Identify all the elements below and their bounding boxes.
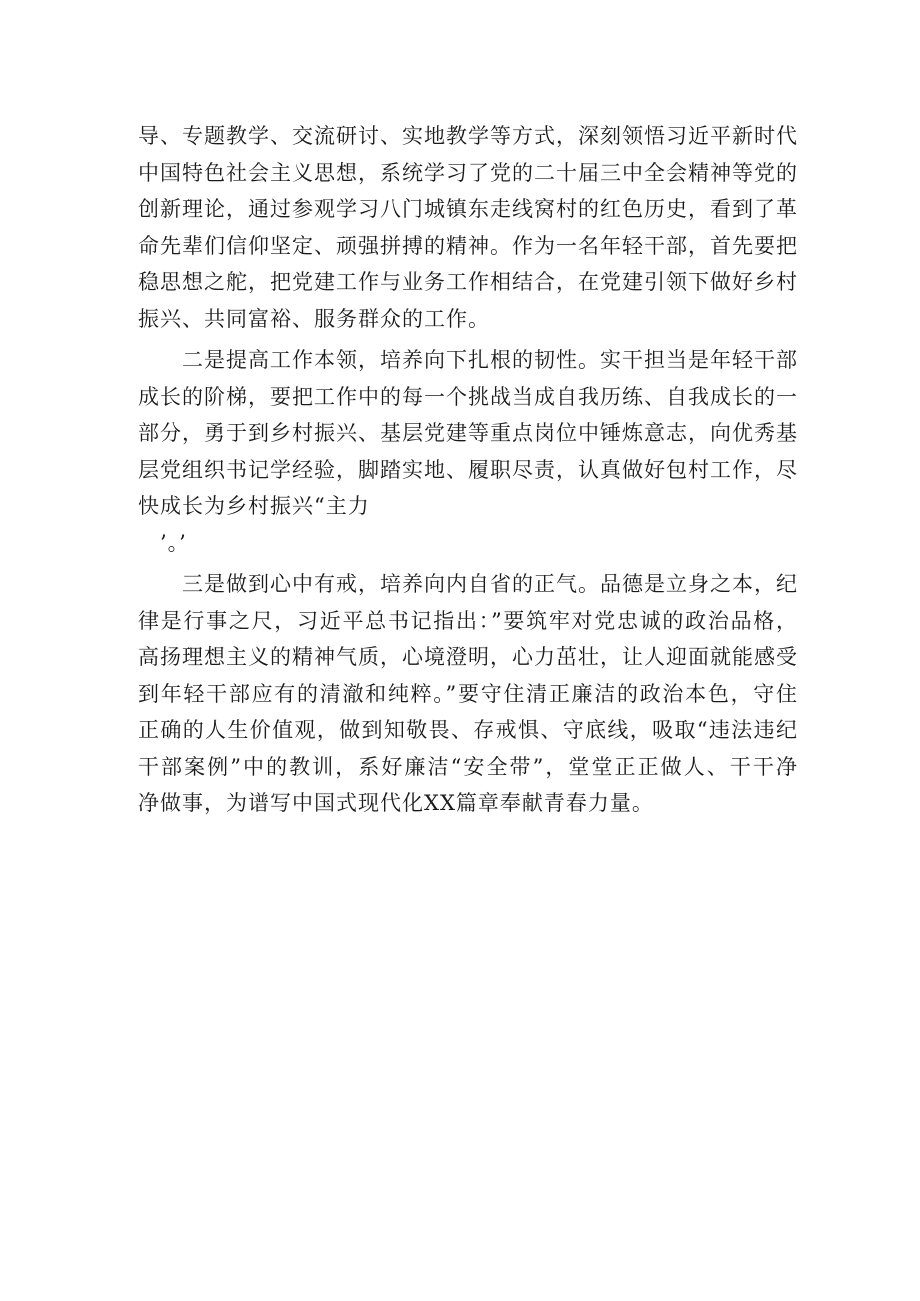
text-line: 正确的人生价值观，做到知敬畏、存戒惧、守底线，吸取“违法违纪 xyxy=(138,718,798,742)
text-line: 振兴、共同富裕、服务群众的工作。 xyxy=(138,306,490,331)
text-line: 干部案例”中的教训，系好廉洁“安全带”，堂堂正正做人、干干净 xyxy=(138,754,798,779)
text-line: 成长的阶梯，要把工作中的每一个挑战当成自我历练、自我成长的一 xyxy=(138,384,798,409)
text-line: 稳思想之舵，把党建工作与业务工作相结合，在党建引领下做好乡村 xyxy=(138,270,798,294)
text-line: 导、专题教学、交流研讨、实地教学等方式，深刻领悟习近平新时代 xyxy=(138,124,798,148)
paragraph-3 xyxy=(138,566,798,822)
text-line: 高扬理想主义的精神气质，心境澄明，心力茁壮，让人迎面就能感受 xyxy=(138,645,798,669)
text-line: 律是行事之尺，习近平总书记指出：”要筑牢对党忠诚的政治品格， xyxy=(138,608,798,633)
text-line: 快成长为乡村振兴“主力 xyxy=(138,494,370,518)
text-line: 三是做到心中有戒，培养向内自省的正气。品德是立身之本，纪 xyxy=(182,572,798,596)
text-line: 二是提高工作本领，培养向下扎根的韧性。实干担当是年轻干部 xyxy=(182,348,798,372)
paragraph-1 xyxy=(138,118,798,337)
text-line: 中国特色社会主义思想，系统学习了党的二十届三中全会精神等党的 xyxy=(138,160,798,185)
text-line: 部分，勇于到乡村振兴、基层党建等重点岗位中锤炼意志，向优秀基 xyxy=(138,421,798,445)
text-line: 到年轻干部应有的清澈和纯粹。”要守住清正廉洁的政治本色，守住 xyxy=(138,681,798,706)
body-text xyxy=(138,118,798,822)
text-line: 净做事，为谱写中国式现代化XX篇章奉献青春力量。 xyxy=(138,791,654,815)
paragraph-2 xyxy=(138,342,798,561)
text-line: 创新理论，通过参观学习八门城镇东走线窝村的红色历史，看到了革 xyxy=(138,197,798,221)
text-line: 命先辈们信仰坚定、顽强拼搏的精神。作为一名年轻干部，首先要把 xyxy=(138,233,798,258)
text-fragment: ’。’ xyxy=(160,530,187,555)
text-line: 层党组织书记学经验，脚踏实地、履职尽责，认真做好包村工作，尽 xyxy=(138,457,798,482)
